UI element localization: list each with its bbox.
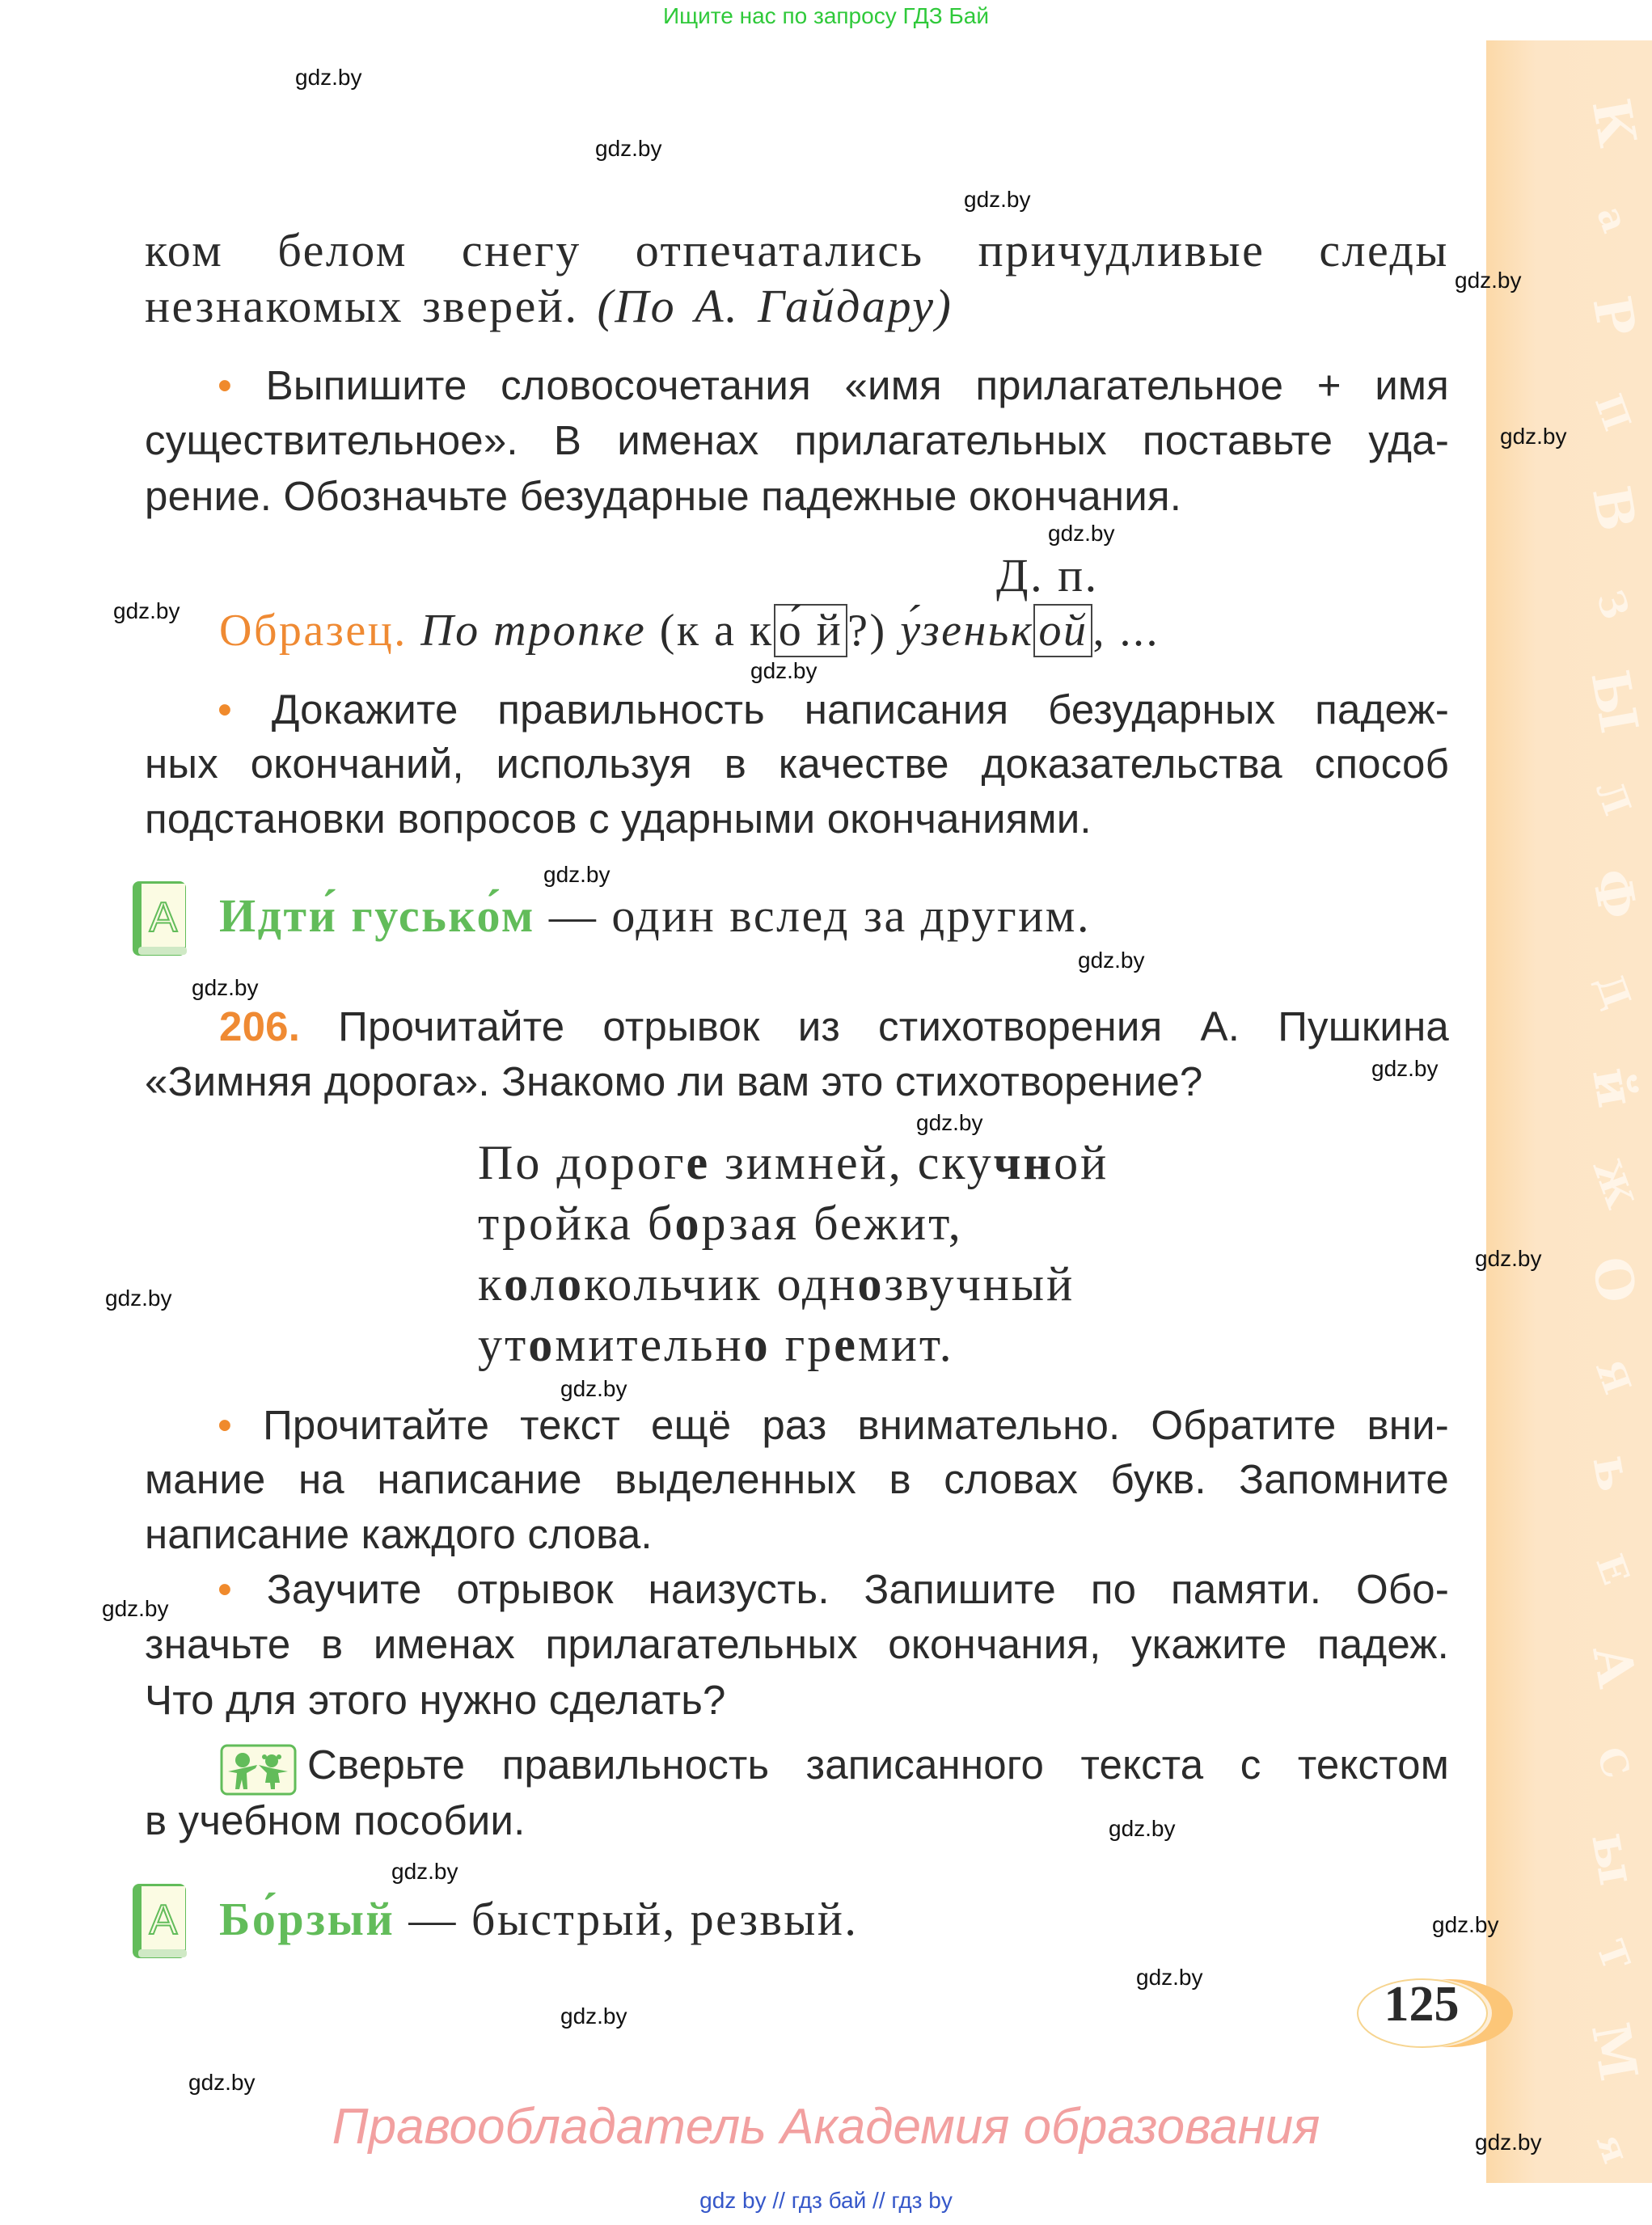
watermark: gdz.by [102, 1596, 169, 1621]
exercise-line: «Зимняя дорога». Знакомо ли вам это стихотворение? [145, 1058, 1203, 1104]
task-line: мание на написание выделенных в словах букв. Запомните [145, 1456, 1449, 1502]
sidebar-decorative-letter: Ы [1578, 665, 1650, 737]
text-fragment: незнакомых зверей. [145, 280, 579, 332]
sample-question-close: ?) [847, 606, 887, 656]
sidebar-decorative-letter: Д [1587, 968, 1640, 1014]
watermark: gdz.by [543, 862, 611, 887]
idiom-term: Бо́рзый [219, 1893, 395, 1945]
book-letter: А [149, 1897, 178, 1944]
highlighted-letters: о [504, 1257, 531, 1311]
sidebar-decorative-letter: О [1579, 1252, 1648, 1308]
poem-text: тройка б [478, 1197, 675, 1250]
idiom-line [219, 1892, 858, 1946]
sample-line [219, 605, 1160, 657]
exercise-text: Прочитайте отрывок из стихотворения А. Пушкина [338, 1003, 1449, 1049]
watermark: gdz.by [595, 136, 662, 161]
sidebar-decorative-letter: К [1579, 94, 1648, 152]
highlighted-letters: е [686, 1136, 711, 1189]
watermark: gdz.by [1475, 2130, 1542, 2155]
task-line [218, 361, 1449, 409]
watermark: gdz.by [1432, 1912, 1499, 1937]
poem-line [478, 1318, 954, 1371]
task-text: Докажите правильность написания безударных падеж- [271, 686, 1450, 733]
text-line [145, 279, 953, 333]
poem-text: мительн [555, 1318, 744, 1371]
page-number: 125 [1384, 1977, 1460, 2032]
sidebar-decorative-letter: Ф [1579, 864, 1648, 924]
idiom-definition: — один вслед за другим. [548, 889, 1091, 942]
poem-text: По дорог [478, 1136, 687, 1189]
task-line [218, 686, 1449, 733]
task-line: подстановки вопросов с ударными окончаниями. [145, 796, 1092, 842]
exercise-number: 206. [219, 1003, 301, 1049]
poem-text: к [478, 1257, 505, 1311]
sidebar-decorative-letter: Р [1580, 291, 1647, 340]
watermark: gdz.by [391, 1859, 458, 1884]
source-citation: (По А. Гайдару) [597, 280, 953, 332]
highlighted-letters: о [674, 1197, 702, 1250]
ending-box: о́ й [774, 604, 847, 657]
sidebar-decorative-letter: Т [1587, 1935, 1639, 1976]
watermark: gdz.by [295, 65, 362, 90]
highlighted-letters: е [834, 1318, 858, 1371]
task-text: Заучите отрывок наизусть. Запишите по памяти. Обо- [266, 1566, 1450, 1612]
sidebar-decorative-letter: А [1580, 1640, 1647, 1692]
watermark: gdz.by [560, 2003, 627, 2029]
sidebar-decorative-letter: ь [1580, 1450, 1647, 1496]
poem-text: звучный [884, 1257, 1075, 1311]
sidebar-letters [1577, 94, 1650, 2169]
sample-tail: , ... [1092, 606, 1160, 656]
task-line: Что для этого нужно сделать? [145, 1677, 726, 1723]
poem-line [478, 1257, 1075, 1311]
watermark: gdz.by [188, 2070, 256, 2095]
sidebar-decorative-letter: З [1587, 585, 1639, 626]
sidebar-decorative-letter: й [1580, 1062, 1647, 1112]
task-line [218, 1565, 1449, 1613]
watermark: gdz.by [916, 1110, 983, 1135]
poem-text: рзая бежит, [701, 1197, 963, 1250]
poem-text: ут [478, 1318, 529, 1371]
sidebar-decorative-letter: Ж [1584, 1153, 1642, 1214]
task-text: Выпишите словосочетания «имя прилагательное + имя [265, 362, 1449, 408]
sidebar-decorative-letter: П [1587, 388, 1640, 437]
watermark: gdz.by [1048, 521, 1115, 546]
bullet-icon: • [218, 362, 233, 408]
pair-task-line: в учебном пособии. [145, 1797, 526, 1843]
sidebar-decorative-letter: В [1579, 481, 1648, 536]
rights-holder: Правообладатель Академия образования [332, 2099, 1320, 2155]
watermark: gdz.by [1078, 948, 1145, 973]
poem-text: мит. [857, 1318, 954, 1371]
poem-text: кольчик одн [584, 1257, 858, 1311]
sidebar-decorative-letter: Я [1587, 1353, 1640, 1400]
sidebar-decorative-letter: а [1588, 201, 1638, 239]
highlighted-letters: о [528, 1318, 556, 1371]
sidebar-decorative-letter: Е [1587, 1548, 1639, 1590]
watermark: gdz.by [1455, 268, 1522, 293]
watermark: gdz.by [1109, 1816, 1176, 1841]
idiom-line [219, 889, 1091, 944]
footer-links[interactable]: gdz by // гдз бай // гдз by [699, 2188, 953, 2213]
top-banner[interactable]: Ищите нас по запросу ГДЗ Бай [662, 3, 990, 28]
sidebar-decorative-letter: я [1587, 2127, 1639, 2169]
dictionary-book-icon [130, 879, 192, 961]
poem-line [478, 1197, 963, 1250]
highlighted-letters: о [557, 1257, 585, 1311]
case-label: Д. п. [996, 549, 1099, 602]
watermark: gdz.by [192, 975, 259, 1000]
sidebar-decorative-letter: Л [1587, 775, 1640, 821]
poem-text: ой [1054, 1136, 1109, 1189]
watermark: gdz.by [964, 187, 1031, 212]
sample-noun: По тропке [420, 606, 647, 656]
sample-adjective: у́зеньк [900, 606, 1034, 656]
watermark: gdz.by [560, 1376, 627, 1401]
task-line: существительное». В именах прилагательных поставьте уда- [145, 417, 1449, 463]
watermark: gdz.by [750, 658, 818, 683]
watermark: gdz.by [105, 1286, 172, 1311]
bullet-icon: • [218, 1402, 233, 1448]
ending-box: ой [1033, 604, 1092, 657]
sidebar-decorative-letter: ы [1578, 1827, 1648, 1890]
watermark: gdz.by [1136, 1965, 1203, 1990]
pair-task-line: Сверьте правильность записанного текста с текстом [307, 1742, 1449, 1788]
idiom-term: Идти́ гусько́м [219, 889, 535, 942]
poem-text: л [530, 1257, 558, 1311]
watermark: gdz.by [1371, 1056, 1439, 1081]
task-line: написание каждого слова. [145, 1511, 653, 1557]
poem-line [478, 1136, 1109, 1189]
exercise-line [219, 1004, 1449, 1049]
bullet-icon: • [218, 1566, 233, 1612]
page-number-badge [1354, 1976, 1516, 2050]
poem-text: зимней, ску [710, 1136, 994, 1189]
highlighted-letters: о [857, 1257, 885, 1311]
task-line [218, 1401, 1449, 1449]
watermark: gdz.by [1475, 1246, 1542, 1271]
poem-text: гр [770, 1318, 834, 1371]
sidebar-decorative-letter: С [1587, 1741, 1639, 1784]
sample-label: Образец. [219, 606, 408, 656]
dictionary-book-icon [130, 1881, 192, 1964]
sample-question: (к а к [659, 606, 774, 656]
task-line: ных окончаний, используя в качестве доказательства способ [145, 741, 1449, 787]
watermark: gdz.by [1500, 424, 1567, 449]
sidebar-decorative-letter: М [1578, 2018, 1649, 2085]
book-letter: А [149, 894, 178, 941]
task-line: рение. Обозначьте безударные падежные окончания. [145, 473, 1182, 519]
highlighted-letters: чн [993, 1136, 1054, 1189]
pair-work-icon [220, 1744, 297, 1796]
watermark: gdz.by [113, 598, 180, 623]
text-line: ком белом снегу отпечатались причудливые следы [145, 224, 1449, 277]
task-text: Прочитайте текст ещё раз внимательно. Обратите вни- [263, 1402, 1449, 1448]
highlighted-letters: о [743, 1318, 771, 1371]
idiom-definition: — быстрый, резвый. [408, 1893, 859, 1945]
bullet-icon: • [218, 686, 233, 733]
task-line: значьте в именах прилагательных окончания, укажите падеж. [145, 1621, 1449, 1667]
